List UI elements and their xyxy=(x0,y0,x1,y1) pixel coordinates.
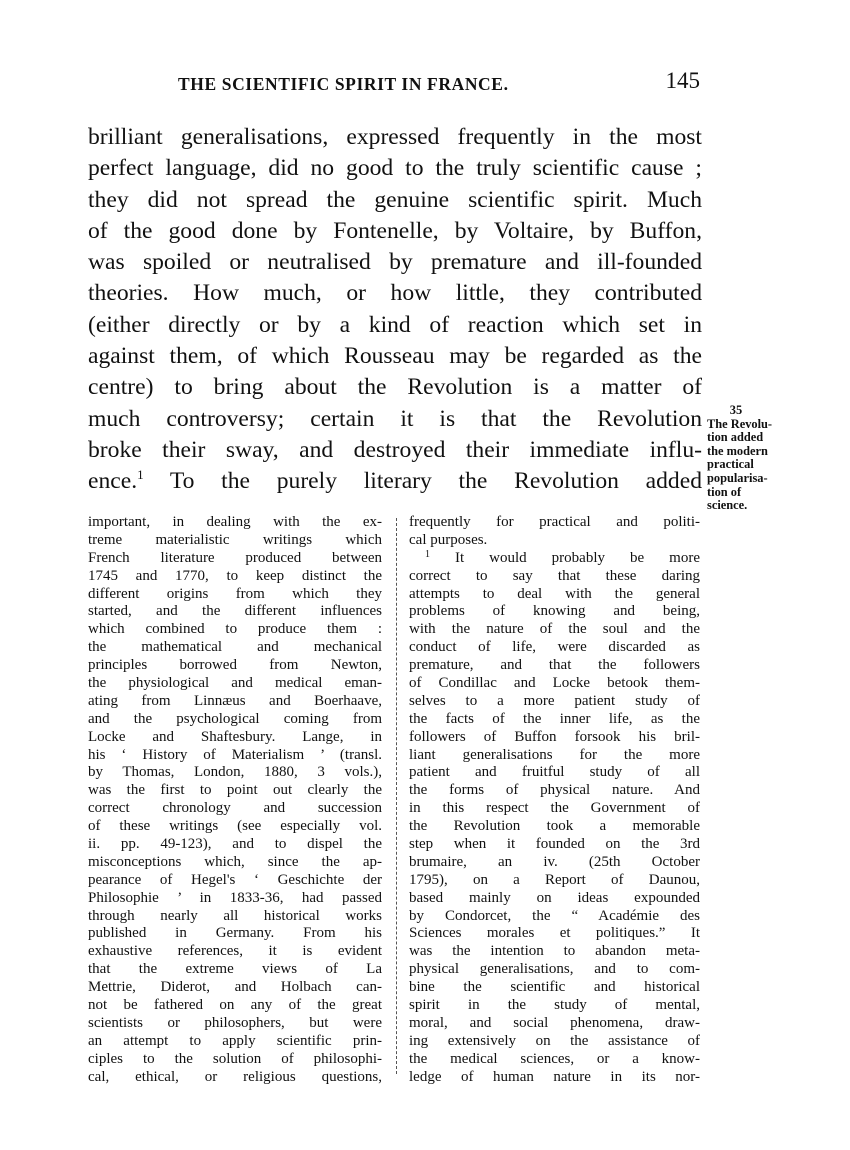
marginal-note-number: 35 xyxy=(729,403,743,417)
footnote-first-line xyxy=(409,550,700,568)
footnote-line: started, and the different influences xyxy=(88,603,382,620)
footnote-line: the Revolution took a memorable xyxy=(409,818,700,835)
footnote-line: 1795), on a Report of Daunou, xyxy=(409,871,700,888)
footnote-line: of Condillac and Locke betook them- xyxy=(409,675,700,692)
main-text-last-line xyxy=(88,466,702,497)
main-text-line: broke their sway, and destroyed their immediate influ- xyxy=(88,436,702,463)
footnote-line: that the extreme views of La xyxy=(88,961,382,978)
marginal-note-line: practical xyxy=(707,457,754,472)
footnote-line: based mainly on ideas expounded xyxy=(409,889,700,906)
footnote-line: pearance of Hegel's ‘ Geschichte der xyxy=(88,871,382,888)
main-text-line: much controversy; certain it is that the Revolution xyxy=(88,405,702,432)
footnote-line: in this respect the Government of xyxy=(409,800,700,817)
page-number: 145 xyxy=(665,68,700,93)
footnote-text-fragment: It would probably be more xyxy=(430,549,700,566)
marginal-note-line: science. xyxy=(707,498,748,513)
footnote-line: ii. pp. 49-123), and to dispel the xyxy=(88,836,382,853)
footnote-line: of these writings (see especially vol. xyxy=(88,818,382,835)
footnote-line: Locke and Shaftesbury. Lange, in xyxy=(88,728,382,745)
marginal-note xyxy=(707,404,797,513)
footnotes-right-column xyxy=(409,514,700,1087)
footnote-line: ciples to the solution of philosophi- xyxy=(88,1050,382,1067)
footnote-line: correct chronology and succession xyxy=(88,800,382,817)
footnote-line: was the intention to abandon meta- xyxy=(409,943,700,960)
footnote-line: treme materialistic writings which xyxy=(88,531,382,548)
main-text-line: theories. How much, or how little, they contributed xyxy=(88,280,702,307)
main-text-line: was spoiled or neutralised by premature and ill-founded xyxy=(88,249,702,276)
footnote-line: published in Germany. From his xyxy=(88,925,382,942)
footnote-line: misconceptions which, since the ap- xyxy=(88,853,382,870)
main-text-line: centre) to bring about the Revolution is a matter of xyxy=(88,374,702,401)
footnote-line: Mettrie, Diderot, and Holbach can- xyxy=(88,979,382,996)
footnote-line: with the nature of the soul and the xyxy=(409,621,700,638)
footnote-line: ating from Linnæus and Boerhaave, xyxy=(88,692,382,709)
main-text-line: perfect language, did no good to the truly scientific cause ; xyxy=(88,155,702,182)
footnote-line: conduct of life, were discarded as xyxy=(409,639,700,656)
main-text-line: against them, of which Rousseau may be regarded as the xyxy=(88,343,702,370)
footnote-line: patient and fruitful study of all xyxy=(409,764,700,781)
footnote-line: cal purposes. xyxy=(409,531,488,548)
footnote-line: by Condorcet, the “ Académie des xyxy=(409,907,700,924)
footnote-line: ledge of human nature in its nor- xyxy=(409,1068,700,1085)
footnote-line: cal, ethical, or religious questions, xyxy=(88,1068,382,1085)
column-divider xyxy=(396,518,397,1074)
footnotes-left-column xyxy=(88,514,382,1087)
running-head: THE SCIENTIFIC SPIRIT IN FRANCE. xyxy=(178,74,509,94)
marginal-note-line: The Revolu- xyxy=(707,416,773,431)
footnote-line: not be fathered on any of the great xyxy=(88,997,382,1014)
main-text xyxy=(88,122,702,498)
page-header xyxy=(90,66,702,102)
footnote-line: his ‘ History of Materialism ’ (transl. xyxy=(88,746,382,763)
footnote-line: the mathematical and mechanical xyxy=(88,639,382,656)
footnote-line: which combined to produce them : xyxy=(88,621,382,638)
footnote-line: followers of Buffon forsook his bril- xyxy=(409,728,700,745)
footnote-line: Sciences morales et politiques.” It xyxy=(409,925,700,942)
footnote-line: the physiological and medical eman- xyxy=(88,675,382,692)
footnote-line: brumaire, an iv. (25th October xyxy=(409,853,700,870)
marginal-note-line: popularisa- xyxy=(707,470,768,485)
main-text-line: (either directly or by a kind of reaction which set in xyxy=(88,311,702,338)
footnote-line: scientists or philosophers, but were xyxy=(88,1014,382,1031)
footnote-line: an attempt to apply scientific prin- xyxy=(88,1032,382,1049)
footnote-line: bine the scientific and historical xyxy=(409,979,700,996)
footnote-line: through nearly all historical works xyxy=(88,907,382,924)
footnote-line: 1745 and 1770, to keep distinct the xyxy=(88,567,382,584)
footnote-line: French literature produced between xyxy=(88,549,382,566)
footnote-line: step when it founded on the 3rd xyxy=(409,836,700,853)
footnote-line: important, in dealing with the ex- xyxy=(88,514,382,530)
main-text-line: they did not spread the genuine scientific spirit. Much xyxy=(88,186,702,213)
footnote-line: the medical sciences, or a know- xyxy=(409,1050,700,1067)
footnote-line: exhaustive references, it is evident xyxy=(88,943,382,960)
marginal-note-line: tion of xyxy=(707,484,742,499)
footnote-reference: 1 xyxy=(137,467,144,483)
footnote-line: frequently for practical and politi- xyxy=(409,514,700,530)
footnote-line: premature, and that the followers xyxy=(409,657,700,674)
marginal-note-line: tion added xyxy=(707,430,764,445)
footnote-line: the forms of physical nature. And xyxy=(409,782,700,799)
footnote-line: selves to a more patient study of xyxy=(409,692,700,709)
main-text-line: of the good done by Fontenelle, by Voltaire, by Buffon, xyxy=(88,217,702,244)
main-text-line: brilliant generalisations, expressed frequently in the most xyxy=(88,124,702,150)
footnote-line: spirit in the study of mental, xyxy=(409,997,700,1014)
main-text-fragment: To the purely literary the Revolution added xyxy=(143,468,702,495)
footnote-line: was the first to point out clearly the xyxy=(88,782,382,799)
footnote-line: Philosophie ’ in 1833-36, had passed xyxy=(88,889,382,906)
footnote-line: correct to say that these daring xyxy=(409,567,700,584)
footnote-line: physical generalisations, and to com- xyxy=(409,961,700,978)
footnote-line: problems of knowing and being, xyxy=(409,603,700,620)
footnote-number: 1 xyxy=(425,548,430,560)
footnote-line: the facts of the inner life, as the xyxy=(409,710,700,727)
marginal-note-line: the modern xyxy=(707,443,768,458)
footnote-line: attempts to deal with the general xyxy=(409,585,700,602)
footnote-line: moral, and social phenomena, draw- xyxy=(409,1014,700,1031)
footnote-line: by Thomas, London, 1880, 3 vols.), xyxy=(88,764,382,781)
footnote-line: liant generalisations for the more xyxy=(409,746,700,763)
footnote-line: ing extensively on the assistance of xyxy=(409,1032,700,1049)
footnote-line: principles borrowed from Newton, xyxy=(88,657,382,674)
footnote-line: different origins from which they xyxy=(88,585,382,602)
footnote-line: and the psychological coming from xyxy=(88,710,382,727)
main-text-fragment: ence. xyxy=(88,468,138,495)
